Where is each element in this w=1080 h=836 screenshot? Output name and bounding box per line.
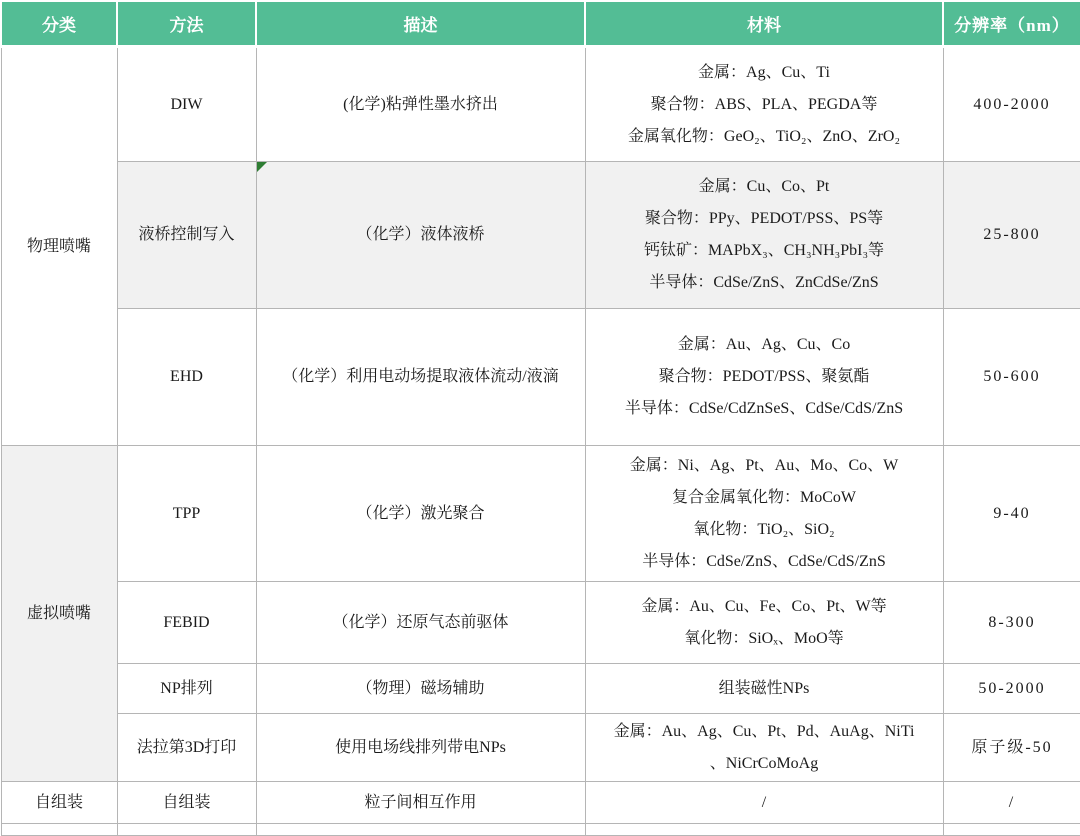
col-header-method: 方法 bbox=[117, 1, 256, 47]
materials-cell bbox=[585, 782, 943, 824]
col-header-category: 分类 bbox=[1, 1, 117, 47]
table-row bbox=[1, 664, 1080, 714]
header-row bbox=[1, 1, 1080, 47]
materials-line: 、NiCrCoMoAg bbox=[709, 754, 819, 772]
materials-cell bbox=[585, 47, 943, 162]
table-row bbox=[1, 782, 1080, 824]
description-text: （化学）液体液桥 bbox=[356, 226, 485, 243]
materials-line: 聚合物：PPy、PEDOT/PSS、PS等 bbox=[644, 210, 884, 227]
category-cell: 自组装 bbox=[1, 782, 117, 824]
resolution-cell: 50-600 bbox=[943, 309, 1080, 446]
description-cell bbox=[256, 162, 585, 309]
table-row bbox=[1, 309, 1080, 446]
materials-line: 钙钛矿：MAPbX₃、CH₃NH₃PbI₃等 bbox=[643, 242, 885, 259]
materials-cell bbox=[585, 714, 943, 782]
table-row bbox=[1, 47, 1080, 162]
method-cell: 液桥控制写入 bbox=[117, 162, 256, 309]
col-header-description: 描述 bbox=[256, 1, 585, 47]
method-cell: 自组装 bbox=[117, 782, 256, 824]
method-cell: FEBID bbox=[117, 582, 256, 664]
resolution-cell: / bbox=[943, 782, 1080, 824]
table-row bbox=[1, 162, 1080, 309]
empty-cell bbox=[117, 824, 256, 836]
materials-line: 聚合物：ABS、PLA、PEGDA等 bbox=[650, 95, 878, 113]
materials-line: 金属：Ag、Cu、Ti bbox=[698, 63, 830, 81]
description-cell: （化学）利用电动场提取液体流动/液滴 bbox=[256, 309, 585, 446]
empty-cell bbox=[585, 824, 943, 836]
materials-line: / bbox=[761, 793, 767, 811]
materials-cell bbox=[585, 446, 943, 582]
materials-line: 金属：Cu、Co、Pt bbox=[698, 178, 830, 195]
materials-cell bbox=[585, 309, 943, 446]
materials-line: 金属：Au、Cu、Fe、Co、Pt、W等 bbox=[641, 597, 887, 615]
partial-row bbox=[1, 824, 1080, 836]
materials-cell bbox=[585, 664, 943, 714]
empty-cell bbox=[1, 824, 117, 836]
col-header-materials: 材料 bbox=[585, 1, 943, 47]
method-cell: EHD bbox=[117, 309, 256, 446]
resolution-cell: 原子级-50 bbox=[943, 714, 1080, 782]
description-cell: 粒子间相互作用 bbox=[256, 782, 585, 824]
materials-line: 半导体：CdSe/ZnS、CdSe/CdS/ZnS bbox=[642, 552, 886, 570]
table-row bbox=[1, 446, 1080, 582]
resolution-cell: 9-40 bbox=[943, 446, 1080, 582]
materials-cell bbox=[585, 582, 943, 664]
col-header-resolution: 分辨率（nm） bbox=[943, 1, 1080, 47]
method-cell: 法拉第3D打印 bbox=[117, 714, 256, 782]
materials-line: 半导体：CdSe/CdZnSeS、CdSe/CdS/ZnS bbox=[624, 400, 904, 417]
materials-line: 金属：Au、Ag、Cu、Pt、Pd、AuAg、NiTi bbox=[613, 722, 915, 740]
materials-line: 金属：Au、Ag、Cu、Co bbox=[677, 336, 851, 353]
materials-line: 氧化物：TiO₂、SiO₂ bbox=[693, 520, 835, 538]
method-cell: NP排列 bbox=[117, 664, 256, 714]
table-row bbox=[1, 714, 1080, 782]
materials-line: 氧化物：SiOₓ、MoO等 bbox=[684, 629, 844, 647]
category-cell: 物理喷嘴 bbox=[1, 47, 117, 446]
materials-cell bbox=[585, 162, 943, 309]
method-cell: DIW bbox=[117, 47, 256, 162]
description-cell: （物理）磁场辅助 bbox=[256, 664, 585, 714]
method-cell: TPP bbox=[117, 446, 256, 582]
description-cell: 使用电场线排列带电NPs bbox=[256, 714, 585, 782]
materials-line: 聚合物：PEDOT/PSS、聚氨酯 bbox=[658, 368, 870, 385]
resolution-cell: 25-800 bbox=[943, 162, 1080, 309]
comment-flag-icon bbox=[257, 162, 267, 172]
category-cell: 虚拟喷嘴 bbox=[1, 446, 117, 782]
resolution-cell: 50-2000 bbox=[943, 664, 1080, 714]
description-cell: （化学）还原气态前驱体 bbox=[256, 582, 585, 664]
empty-cell bbox=[943, 824, 1080, 836]
materials-line: 组装磁性NPs bbox=[718, 679, 810, 697]
table-row bbox=[1, 582, 1080, 664]
resolution-cell: 8-300 bbox=[943, 582, 1080, 664]
materials-line: 金属氧化物：GeO₂、TiO₂、ZnO、ZrO₂ bbox=[627, 127, 901, 145]
materials-line: 复合金属氧化物：MoCoW bbox=[671, 488, 856, 506]
description-cell: (化学)粘弹性墨水挤出 bbox=[256, 47, 585, 162]
materials-line: 半导体：CdSe/ZnS、ZnCdSe/ZnS bbox=[649, 274, 879, 291]
empty-cell bbox=[256, 824, 585, 836]
resolution-cell: 400-2000 bbox=[943, 47, 1080, 162]
materials-line: 金属：Ni、Ag、Pt、Au、Mo、Co、W bbox=[629, 456, 899, 474]
description-cell: （化学）激光聚合 bbox=[256, 446, 585, 582]
